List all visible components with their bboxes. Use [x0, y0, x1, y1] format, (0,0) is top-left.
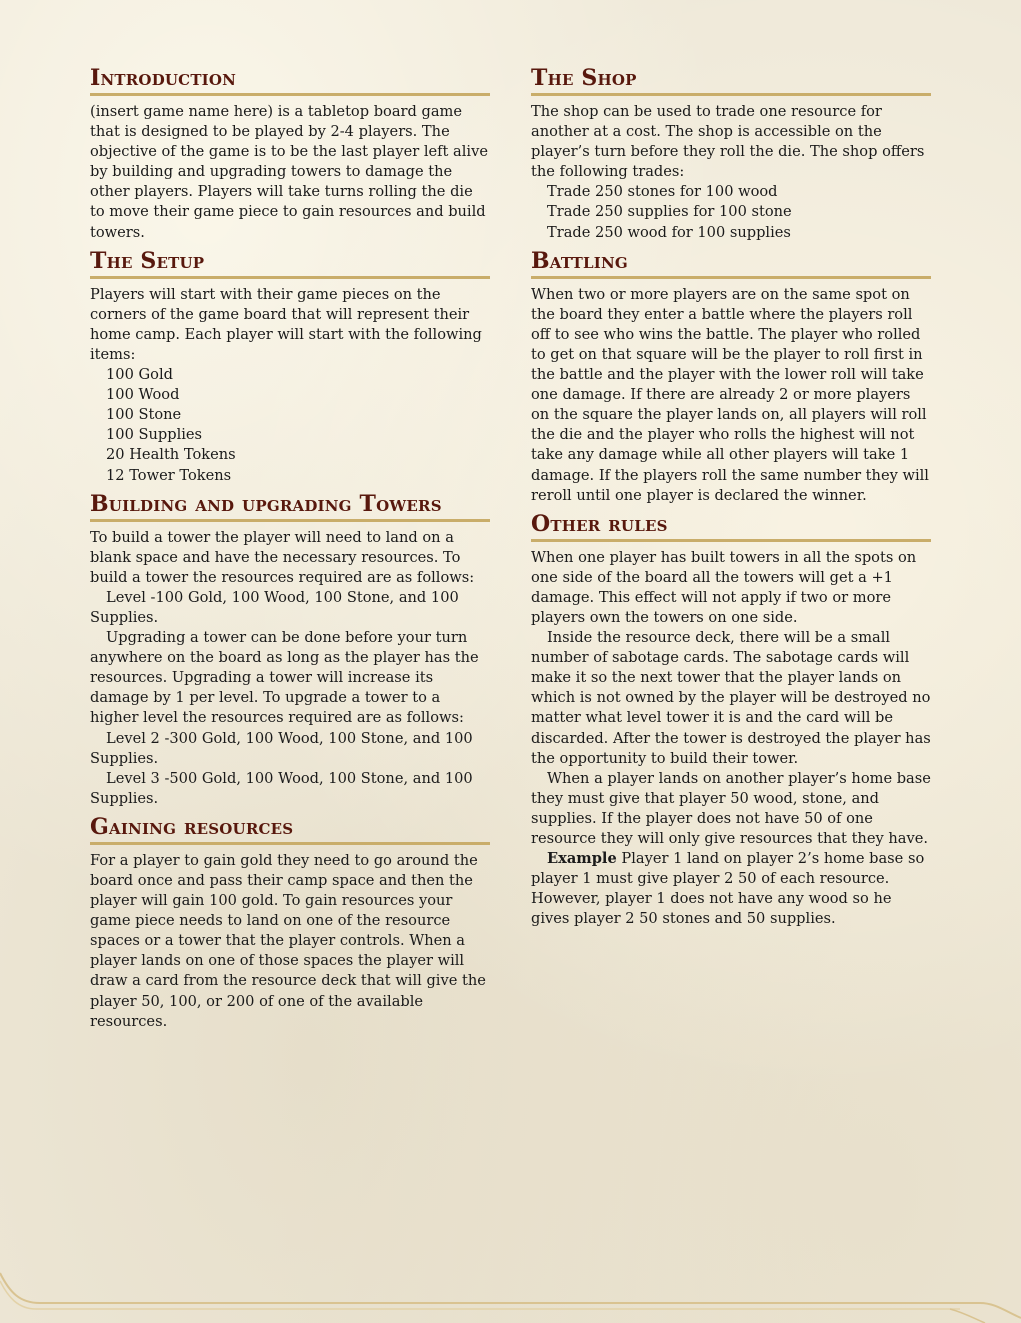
heading-battling: Battling [531, 247, 931, 279]
heading-setup: The Setup [90, 247, 490, 279]
heading-building: Building and upgrading Towers [90, 490, 490, 522]
setup-item: 100 Supplies [106, 426, 203, 444]
building-level2: Level 2 -300 Gold, 100 Wood, 100 Stone, and 100 Supplies. [90, 729, 473, 767]
section-gaining [90, 813, 490, 1032]
page-footer-ornament [0, 1263, 1021, 1323]
building-level3: Level 3 -500 Gold, 100 Wood, 100 Stone, and 100 Supplies. [90, 769, 473, 807]
battling-text: When two or more players are on the same spot on the board they enter a battle where the players roll off to see who wins the battle. The player who rolled to get on that square will be the player to roll first in the battle and the player with the lower roll will take one damage. If there are already 2 or more players on the square the player lands on, all players will roll the die and the player who rolls the highest will not take any damage while all other players will take 1 damage. If the players roll the same number they will reroll until one player is declared the winner. [531, 285, 929, 504]
other-rules-p1: When one player has built towers in all the spots on one side of the board all the towers will get a +1 damage. This effect will not apply if two or more players own the towers on one side. [531, 548, 917, 626]
building-level1: Level -100 Gold, 100 Wood, 100 Stone, and 100 Supplies. [90, 588, 459, 626]
section-battling [531, 247, 931, 506]
shop-trade: Trade 250 supplies for 100 stone [547, 203, 792, 221]
example-label: Example [547, 850, 617, 868]
setup-item: 100 Wood [106, 386, 180, 404]
section-introduction [90, 64, 490, 243]
setup-item: 20 Health Tokens [106, 446, 236, 464]
setup-item: 100 Gold [106, 366, 173, 384]
other-rules-example [531, 849, 931, 929]
building-intro: To build a tower the player will need to land on a blank space and have the necessary resources. To build a tower the resources required are as follows: [90, 528, 475, 586]
left-column [90, 64, 490, 1036]
introduction-text: (insert game name here) is a tabletop board game that is designed to be played by 2-4 players. The objective of the game is to be the last player left alive by building and upgrading towers to damage the other players. Players will take turns rolling the die to move their game piece to gain resources and build towers. [90, 103, 488, 241]
heading-shop: The Shop [531, 64, 931, 96]
setup-item: 100 Stone [106, 406, 182, 424]
example-text: Player 1 land on player 2’s home base so player 1 must give player 2 50 of each resource. However, player 1 does not have any wood so he gives player 2 50 stones and 50 supplies. [531, 850, 925, 928]
shop-text: The shop can be used to trade one resource for another at a cost. The shop is accessible on the player’s turn before they roll the die. The shop offers the following trades: [531, 103, 925, 181]
building-upgrade: Upgrading a tower can be done before your turn anywhere on the board as long as the player has the resources. Upgrading a tower will increase its damage by 1 per level. To upgrade a tower to a higher level the resources required are as follows: [90, 629, 479, 727]
heading-gaining: Gaining resources [90, 813, 490, 845]
section-shop [531, 64, 931, 243]
shop-trade: Trade 250 stones for 100 wood [547, 183, 778, 201]
section-other-rules [531, 510, 931, 930]
heading-other-rules: Other rules [531, 510, 931, 542]
heading-introduction: Introduction [90, 64, 490, 96]
shop-trade: Trade 250 wood for 100 supplies [547, 223, 791, 241]
other-rules-p2: Inside the resource deck, there will be a small number of sabotage cards. The sabotage cards will make it so the next tower that the player lands on which is not owned by the player will be destroyed no matter what level tower it is and the card will be discarded. After the tower is destroyed the player has the opportunity to build their tower. [531, 629, 931, 767]
setup-text: Players will start with their game pieces on the corners of the game board that will represent their home camp. Each player will start with the following items: [90, 285, 482, 363]
other-rules-p3: When a player lands on another player’s home base they must give that player 50 wood, stone, and supplies. If the player does not have 50 of one resource they will only give resources that they have. [531, 769, 931, 847]
section-building [90, 490, 490, 809]
section-setup [90, 247, 490, 486]
setup-item: 12 Tower Tokens [106, 466, 232, 484]
right-column [531, 64, 931, 933]
gaining-text: For a player to gain gold they need to go around the board once and pass their camp space and then the player will gain 100 gold. To gain resources your game piece needs to land on one of the resource spaces or a tower that the player controls. When a player lands on one of those spaces the player will draw a card from the resource deck that will give the player 50, 100, or 200 of one of the available resources. [90, 851, 486, 1030]
